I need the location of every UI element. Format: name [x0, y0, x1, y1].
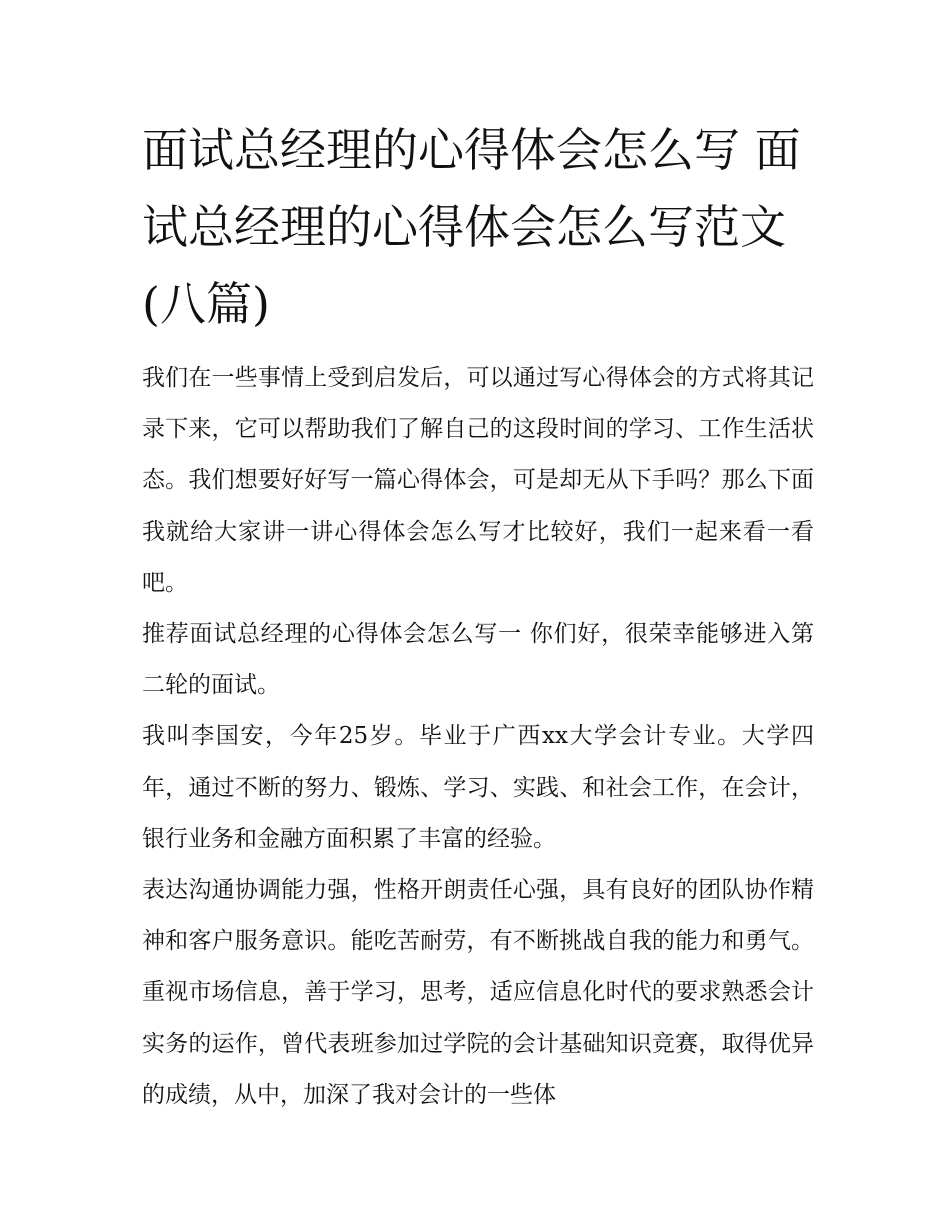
paragraph-abilities: 表达沟通协调能力强，性格开朗责任心强，具有良好的团队协作精神和客户服务意识。能吃苦耐劳，有不断挑战自我的能力和勇气。重视市场信息，善于学习，思考，适应信息化时代的要求熟悉会计实务的运作，曾代表班参加过学院的会计基础知识竞赛，取得优异的成绩，从中，加深了我对会计的一些体 [142, 877, 814, 1108]
paragraph-self-introduction: 我叫李国安，今年25岁。毕业于广西xx大学会计专业。大学四年，通过不断的努力、锻炼、学习、实践、和社会工作，在会计，银行业务和金融方面积累了丰富的经验。 [142, 723, 814, 852]
document-body [142, 112, 814, 1121]
paragraph-intro: 我们在一些事情上受到启发后，可以通过写心得体会的方式将其记录下来，它可以帮助我们了解自己的这段时间的学习、工作生活状态。我们想要好好写一篇心得体会，可是却无从下手吗？那么下面我就给大家讲一讲心得体会怎么写才比较好，我们一起来看一看吧。 [142, 365, 814, 596]
paragraph-greeting: 推荐面试总经理的心得体会怎么写一 你们好，很荣幸能够进入第二轮的面试。 [142, 621, 814, 699]
document-title: 面试总经理的心得体会怎么写 面试总经理的心得体会怎么写范文(八篇) [142, 123, 801, 331]
